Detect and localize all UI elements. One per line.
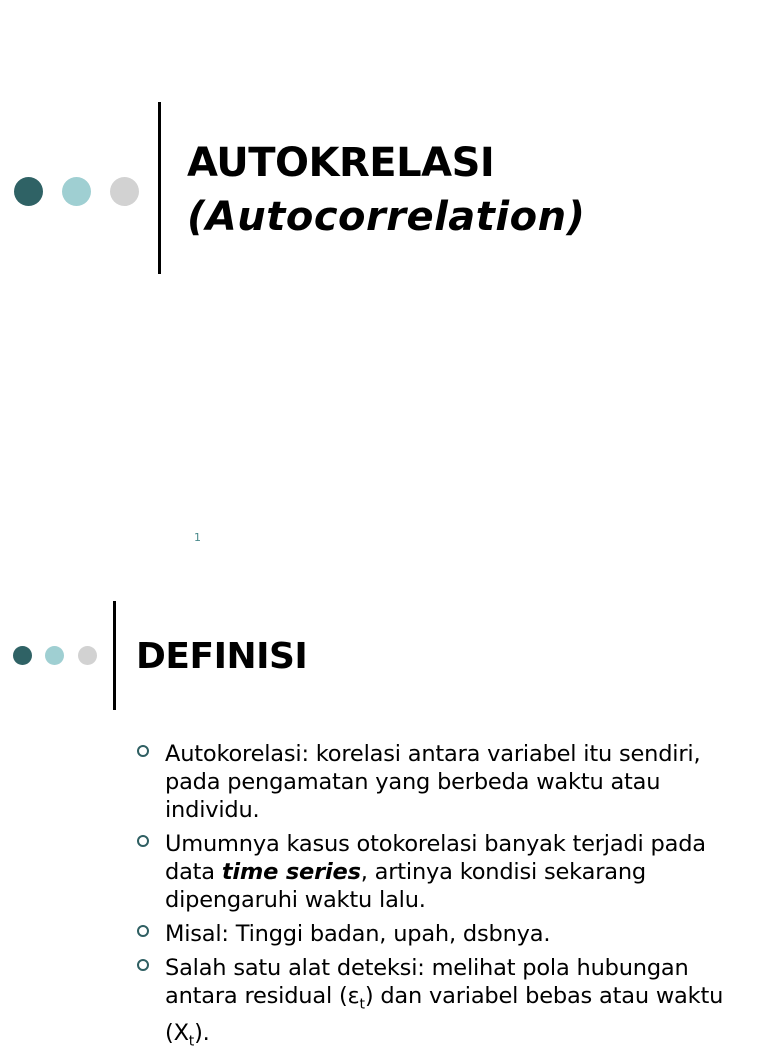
bullet-text-mid: ) dan variabel bebas atau waktu (X: [165, 983, 724, 1046]
decor-dot-dark: [14, 177, 43, 206]
decor-dot-mid: [45, 646, 64, 665]
bullet-text-pre: Salah satu alat deteksi: melihat pola hubungan antara residual (: [165, 955, 689, 1009]
bullet-text: Autokorelasi: korelasi antara variabel itu sendiri, pada pengamatan yang berbeda waktu atau individu.: [165, 741, 701, 823]
list-item: [136, 740, 736, 824]
epsilon-symbol: ε: [347, 983, 360, 1009]
bullet-text-post: ).: [194, 1019, 210, 1046]
title-line-1: AUTOKRELASI: [187, 140, 495, 186]
hollow-circle-bullet-icon: [137, 835, 149, 847]
decor-dot-light: [78, 646, 97, 665]
title-divider-bar: [158, 102, 161, 274]
slide-title: [187, 136, 585, 244]
bullet-text-pre: Umumnya kasus otokorelasi banyak terjadi pada data: [165, 831, 706, 885]
page-number: 1: [194, 531, 201, 544]
slide-title: DEFINISI: [136, 636, 308, 677]
bullet-text-post: , artinya kondisi sekarang dipengaruhi waktu lalu.: [165, 859, 646, 913]
x-subscript: t: [188, 1033, 195, 1049]
bullet-text: Misal: Tinggi badan, upah, dsbnya.: [165, 921, 551, 947]
bullet-list: [136, 740, 736, 1061]
list-item: [136, 954, 736, 1055]
decor-dot-dark: [13, 646, 32, 665]
epsilon-subscript: t: [359, 996, 365, 1013]
title-divider-bar: [113, 601, 116, 710]
hollow-circle-bullet-icon: [137, 925, 149, 937]
hollow-circle-bullet-icon: [137, 959, 149, 971]
decor-dot-light: [110, 177, 139, 206]
decor-dot-mid: [62, 177, 91, 206]
bullet-emphasis: time series: [221, 859, 361, 885]
title-line-2: (Autocorrelation): [187, 194, 586, 240]
hollow-circle-bullet-icon: [137, 745, 149, 757]
slide-2: [0, 560, 768, 1049]
list-item: [136, 830, 736, 914]
list-item: [136, 920, 736, 948]
